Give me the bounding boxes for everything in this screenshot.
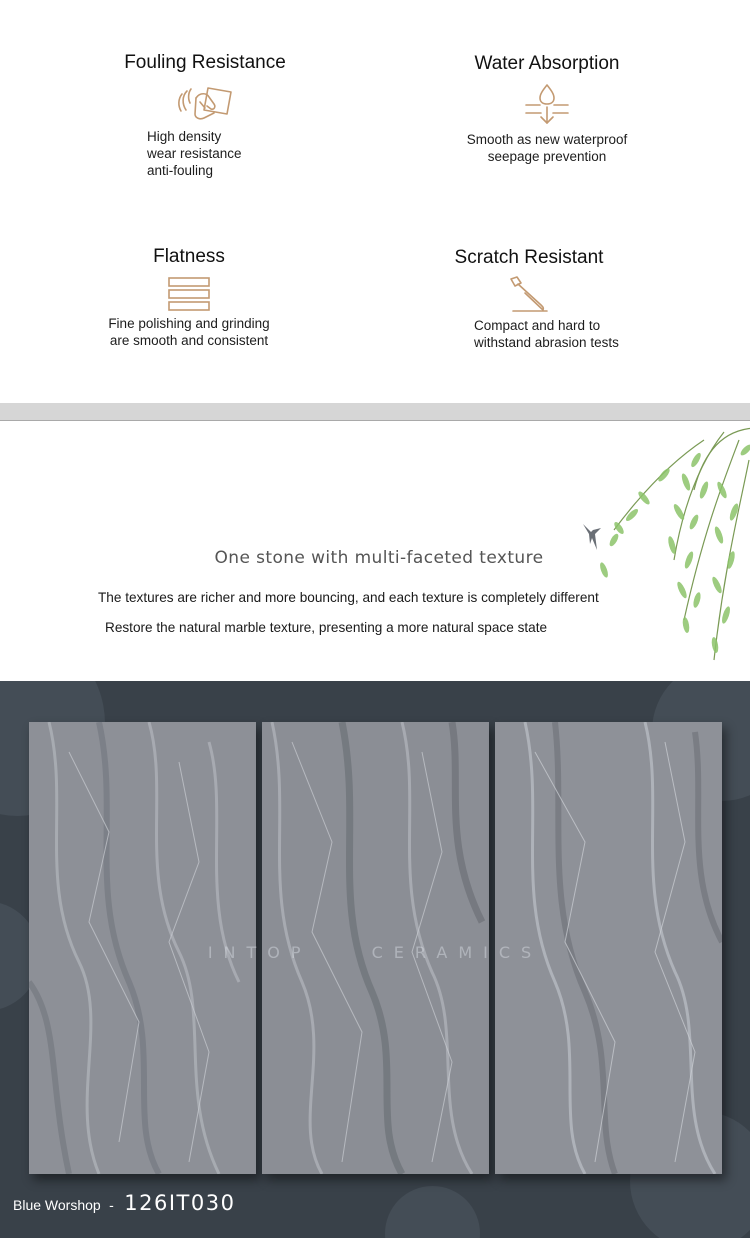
decor-circle [385, 1186, 480, 1238]
product-code: 126IT030 [124, 1191, 236, 1215]
feature-title: Scratch Resistant [454, 247, 604, 268]
feature-line: withstand abrasion tests [474, 335, 619, 350]
knife-scratch-icon [507, 275, 551, 315]
feature-description [474, 317, 629, 351]
feature-description [94, 315, 284, 349]
intro-line-1: The textures are richer and more bouncing, and each texture is completely different [98, 590, 599, 605]
intro-heading: One stone with multi-faceted texture [214, 548, 544, 568]
hand-wipe-icon [174, 80, 236, 124]
feature-scratch-resistant [429, 247, 629, 351]
feature-line: High density [147, 129, 222, 144]
product-showcase [0, 681, 750, 1238]
product-series: Blue Worshop [13, 1197, 101, 1213]
product-caption [13, 1191, 235, 1215]
feature-water-absorption [447, 53, 647, 165]
feature-line: Smooth as new waterproof [466, 132, 628, 147]
feature-line: seepage prevention [487, 149, 607, 164]
section-divider [0, 403, 750, 421]
intro-line-2: Restore the natural marble texture, presenting a more natural space state [105, 620, 548, 635]
feature-line: Fine polishing and grinding [108, 316, 270, 331]
feature-line: Compact and hard to [474, 318, 601, 333]
stacked-layers-icon [167, 276, 211, 312]
feature-line: are smooth and consistent [109, 333, 269, 348]
watermark-right: CERAMICS [371, 943, 543, 962]
watermark-left: INTOP [207, 943, 312, 962]
water-drop-arrow-icon [522, 81, 572, 127]
feature-line: wear resistance [147, 146, 242, 161]
feature-fouling-resistance [110, 52, 300, 179]
feature-description [447, 131, 647, 165]
feature-flatness [94, 246, 284, 349]
feature-title: Flatness [153, 246, 225, 267]
brand-watermark [0, 943, 750, 962]
feature-title: Water Absorption [474, 53, 620, 74]
feature-title: Fouling Resistance [124, 52, 286, 73]
feature-line: anti-fouling [147, 163, 214, 178]
feature-description [147, 128, 257, 179]
caption-separator: - [109, 1197, 114, 1213]
